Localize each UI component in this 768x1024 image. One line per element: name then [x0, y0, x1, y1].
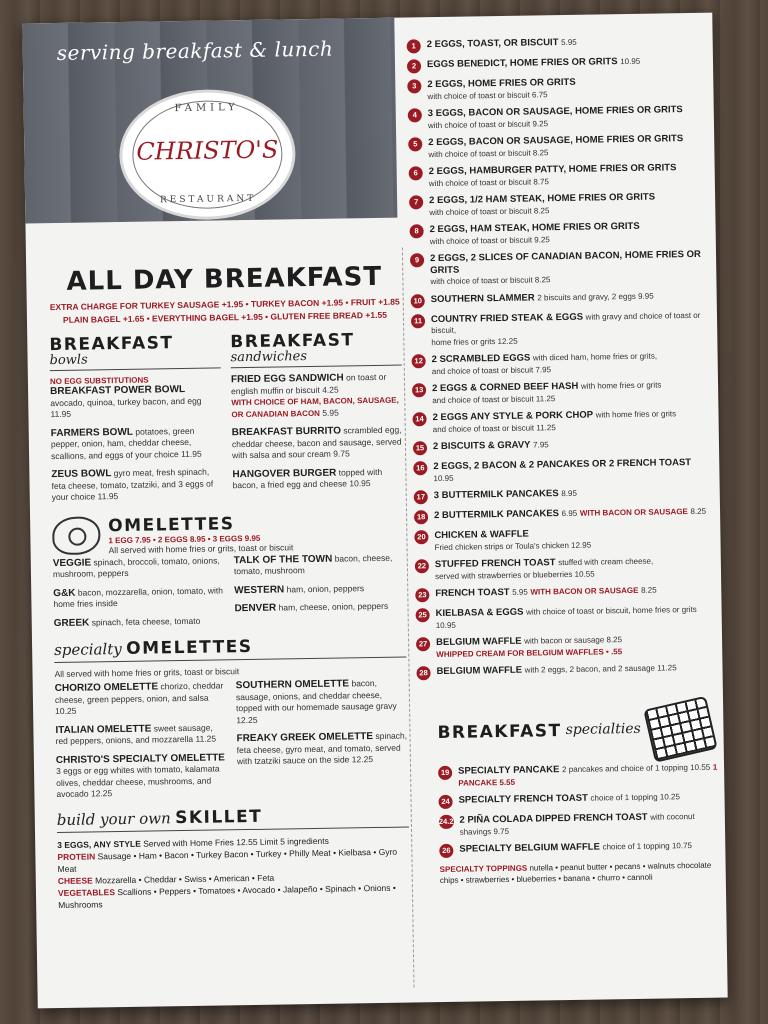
- specialties-header: [437, 702, 718, 760]
- item-desc: and choice of toast or biscuit 11.25: [432, 422, 556, 434]
- right-column: [407, 35, 720, 887]
- numbered-menu-item: [408, 133, 708, 161]
- item-desc: bacon, mozzarella, onion, tomato, with home fries inside: [53, 584, 223, 610]
- numbered-menu-item: [411, 289, 711, 308]
- item-name: SOUTHERN OMELETTE: [235, 678, 350, 692]
- item-name: 2 EGGS ANY STYLE & PORK CHOP: [432, 409, 594, 424]
- omelettes-header: [52, 511, 405, 556]
- item-name: 3 BUTTERMILK PANCAKES: [433, 488, 559, 502]
- item-number-badge: 23: [415, 588, 429, 602]
- numbered-menu-item: [416, 633, 716, 661]
- item-name: 2 EGGS, 1/2 HAM STEAK, HOME FRIES OR GRITS: [429, 191, 656, 207]
- item-number-badge: 14: [412, 412, 426, 426]
- item-name: KIELBASA & EGGS: [435, 606, 524, 620]
- item-upgrade-price: 5.95: [322, 407, 339, 418]
- item-number-badge: 7: [409, 195, 423, 209]
- item-price: 10.25: [55, 705, 77, 717]
- item-name: FREAKY GREEK OMELETTE: [236, 731, 374, 745]
- item-desc: Fried chicken strips or Toula's chicken 12.95: [434, 540, 592, 552]
- numbered-menu-item: [409, 162, 709, 190]
- bowls-heading: BREAKFAST: [49, 333, 174, 356]
- omelettes-left: [53, 555, 225, 636]
- item-number-badge: 4: [408, 108, 422, 122]
- item-desc: spinach, feta cheese, tomato: [91, 615, 201, 627]
- item-name: SPECIALTY FRENCH TOAST: [458, 792, 588, 806]
- item-name: 2 PIÑA COLADA DIPPED FRENCH TOAST: [459, 811, 648, 826]
- item-number-badge: 26: [439, 844, 453, 858]
- item-name: 3 EGGS, BACON OR SAUSAGE, HOME FRIES OR GRITS: [427, 104, 683, 120]
- numbered-menu-item: [416, 662, 716, 681]
- item-upgrade-note: WITH CHOICE OF HAM, BACON, SAUSAGE, OR CANADIAN BACON: [231, 395, 399, 419]
- numbered-menu-item: [415, 584, 715, 603]
- menu-item: [232, 425, 404, 462]
- restaurant-logo: [121, 91, 293, 218]
- item-name: BELGIUM WAFFLE: [435, 635, 522, 649]
- item-number-badge: 17: [414, 490, 428, 504]
- item-price: 10.95: [620, 56, 641, 67]
- cheese-label: CHEESE: [57, 874, 93, 886]
- no-egg-substitutions-note: NO EGG SUBSTITUTIONS: [49, 375, 149, 387]
- item-price: 11.95: [97, 491, 119, 502]
- item-name: EGGS BENEDICT, HOME FRIES OR GRITS: [426, 56, 618, 71]
- item-name: 2 EGGS, 2 BACON & 2 PANCAKES OR 2 FRENCH TOAST: [433, 457, 692, 473]
- menu-item: [231, 372, 403, 421]
- item-upgrade-price: 8.25: [690, 506, 707, 517]
- item-upgrade-price: 8.25: [640, 585, 657, 595]
- specialty-omelettes-section: [54, 635, 409, 808]
- item-name: BREAKFAST POWER BOWL: [50, 383, 186, 398]
- specialties-script: specialties: [565, 720, 641, 739]
- item-upgrade-note: WITH BACON OR SAUSAGE: [530, 585, 639, 597]
- item-desc: ham, cheese, onion, peppers: [278, 600, 389, 613]
- item-desc: with choice of toast or biscuit 8.25: [429, 205, 550, 217]
- item-name: DENVER: [234, 602, 277, 615]
- all-day-breakfast-title: ALL DAY BREAKFAST: [66, 261, 383, 297]
- numbered-menu-item: [414, 486, 714, 505]
- numbered-menu-item: [407, 55, 707, 74]
- menu-item: [51, 425, 223, 462]
- skillet-section: [57, 804, 411, 911]
- item-name: 2 BISCUITS & GRAVY: [432, 439, 531, 453]
- item-upgrade-note: 1 PANCAKE 5.55: [458, 762, 718, 788]
- skillet-vegetables: [58, 881, 410, 911]
- numbered-menu-item: [412, 379, 712, 407]
- numbered-menu-item: [410, 249, 711, 288]
- item-price: 5.95: [512, 587, 528, 597]
- menu-item: [236, 731, 408, 768]
- toppings-list: nutella • peanut butter • pecans • walnuts chocolate chips • strawberries • blueberries • banana • churro • cannoli: [439, 860, 712, 886]
- protein-list: Sausage • Ham • Bacon • Turkey Bacon • Turkey • Philly Meat • Kielbasa • Gyro Meat: [57, 846, 398, 874]
- specialty-menu-item: [439, 840, 719, 858]
- item-price: with diced ham, home fries or grits,: [532, 351, 658, 363]
- item-number-badge: 20: [414, 530, 428, 544]
- numbered-menu-item: [413, 437, 713, 456]
- item-price: 6.95: [561, 508, 578, 519]
- item-name: SPECIALTY BELGIUM WAFFLE: [459, 841, 600, 855]
- item-name: 2 SCRAMBLED EGGS: [431, 352, 531, 366]
- menu-item: [54, 615, 225, 629]
- numbered-menu-item: [412, 350, 712, 378]
- omelettes-list: [53, 552, 406, 636]
- item-price: 11.95: [180, 448, 202, 459]
- item-name: WESTERN: [234, 583, 285, 596]
- menu-item: [56, 752, 228, 801]
- numbered-menu-item: [415, 555, 715, 583]
- waffle-icon: [644, 696, 718, 763]
- specialty-left: [55, 680, 228, 807]
- tagline: serving breakfast & lunch: [56, 36, 334, 65]
- item-price: 10.95: [433, 473, 454, 483]
- item-desc: ham, onion, peppers: [286, 582, 365, 594]
- item-name: COUNTRY FRIED STEAK & EGGS: [430, 311, 584, 325]
- item-desc: sweet sausage, red peppers, onions, and mozzarella: [55, 722, 213, 747]
- item-number-badge: 24.2: [439, 815, 454, 829]
- item-name: G&K: [53, 587, 76, 599]
- item-name: CHORIZO OMELETTE: [54, 681, 159, 695]
- bowls-subheading: bowls: [49, 352, 88, 369]
- item-number-badge: 25: [416, 608, 430, 622]
- protein-label: PROTEIN: [57, 850, 96, 862]
- item-desc: chorizo, cheddar cheese, green peppers, onion, and salsa: [54, 680, 224, 705]
- item-name: ZEUS BOWL: [51, 468, 112, 481]
- specialty-menu-item: [439, 811, 719, 838]
- menu-item: [232, 466, 403, 492]
- item-desc: topped with bacon, a fried egg and cheese: [232, 466, 383, 491]
- item-desc: spinach, broccoli, tomato, onions, mushroom, peppers: [52, 554, 220, 580]
- omelettes-heading: OMELETTES: [108, 513, 235, 536]
- item-price: 4.25: [322, 384, 339, 395]
- bowls-rule: [50, 367, 221, 371]
- logo-bottom-text: RESTAURANT: [159, 193, 257, 206]
- item-number-badge: 9: [410, 253, 424, 267]
- item-price: with home fries or grits: [595, 409, 677, 420]
- specialty-omelettes-heading: OMELETTES: [126, 636, 253, 659]
- specialty-omelettes-list: [55, 678, 409, 808]
- menu-item: [236, 678, 408, 727]
- extra-charge-line-1: EXTRA CHARGE FOR TURKEY SAUSAGE +1.95 • TURKEY BACON +1.95 • FRUIT +1.85: [49, 296, 400, 313]
- item-price: 12.25: [351, 754, 374, 765]
- item-name: 2 EGGS, HAM STEAK, HOME FRIES OR GRITS: [429, 220, 640, 236]
- item-desc: with choice of toast or biscuit 6.75: [427, 89, 548, 101]
- menu-item: [55, 680, 227, 717]
- numbered-menu-item: [412, 408, 712, 436]
- item-price: stuffed with cream cheese,: [558, 556, 654, 568]
- item-number-badge: 18: [414, 510, 428, 524]
- item-number-badge: 27: [416, 637, 430, 651]
- specialties-list: [438, 762, 719, 858]
- numbered-menu-item: [410, 220, 710, 248]
- item-desc: 2 pancakes and choice of 1 topping 10.55: [562, 762, 711, 775]
- item-number-badge: 10: [411, 294, 425, 308]
- item-desc: gyro meat, fresh spinach, feta cheese, tomato, tzatziki, and 3 eggs of your choice: [51, 466, 214, 503]
- item-name: BELGIUM WAFFLE: [436, 664, 523, 678]
- menu-item: [50, 383, 222, 420]
- item-desc: choice of 1 topping 10.75: [602, 841, 692, 852]
- skillet-base-desc: Served with Home Fries 12.55 Limit 5 ingredients: [143, 835, 329, 849]
- item-number-badge: 28: [416, 666, 430, 680]
- specialty-script: specialty: [54, 639, 122, 660]
- item-desc: on toast or english muffin or biscuit: [231, 371, 387, 396]
- numbered-menu-item: [409, 191, 709, 219]
- numbered-menu-item: [414, 526, 714, 554]
- specialty-menu-item: [438, 762, 718, 789]
- item-number-badge: 13: [412, 383, 426, 397]
- item-name: FRIED EGG SANDWICH: [230, 372, 344, 386]
- item-desc: served with strawberries or blueberries 10.55: [434, 569, 595, 581]
- menu-item: [234, 582, 405, 596]
- item-number-badge: 19: [438, 766, 452, 780]
- item-desc: with choice of toast or biscuit 9.25: [429, 234, 550, 246]
- logo-name: CHRISTO'S: [136, 135, 279, 166]
- cheese-list: Mozzarella • Cheddar • Swiss • American • Feta: [95, 872, 275, 885]
- header-banner: [22, 18, 397, 224]
- menu-item: [55, 722, 226, 748]
- numbered-menu-item: [416, 604, 716, 632]
- item-desc: scrambled egg, cheddar cheese, bacon and sausage, served with salsa and sour cream: [231, 424, 402, 461]
- item-name: FARMERS BOWL: [50, 426, 134, 439]
- item-number-badge: 8: [410, 224, 424, 238]
- item-name: SOUTHERN SLAMMER: [430, 291, 535, 305]
- numbered-menu-item: [414, 506, 714, 525]
- item-price: 12.25: [236, 714, 258, 725]
- numbered-menu-item: [407, 75, 707, 103]
- item-upgrade-note: WITH BACON OR SAUSAGE: [579, 507, 688, 518]
- item-price: with choice of toast or biscuit, home fries or grits 10.95: [435, 604, 697, 630]
- sandwiches-subheading: sandwiches: [230, 349, 308, 366]
- item-number-badge: 15: [413, 441, 427, 455]
- menu-item: [234, 552, 405, 578]
- item-number-badge: 1: [407, 39, 421, 53]
- item-desc: 3 eggs or egg whites with tomato, kalamata olives, cheddar cheese, mushrooms, and avocado: [55, 763, 220, 800]
- specialties-heading: BREAKFAST: [437, 721, 562, 744]
- item-desc: spinach, feta cheese, gyro meat, and tomato, served with tzatziki sauce on the side: [236, 730, 408, 767]
- item-desc: avocado, quinoa, turkey bacon, and egg: [50, 395, 202, 408]
- item-name: CHICKEN & WAFFLE: [434, 528, 529, 542]
- left-column: [48, 254, 410, 911]
- item-desc: choice of 1 topping 10.25: [590, 792, 680, 803]
- item-name: HANGOVER BURGER: [232, 467, 337, 480]
- numbered-menu-item: [411, 309, 712, 348]
- item-number-badge: 6: [409, 166, 423, 180]
- item-number-badge: 2: [407, 59, 421, 73]
- omelettes-right: [234, 552, 406, 633]
- menu-item: [51, 466, 223, 503]
- item-desc: and choice of toast or biscuit 11.25: [432, 393, 556, 405]
- item-price: with bacon or sausage 8.25: [524, 635, 623, 646]
- item-name: CHRISTO'S SPECIALTY OMELETTE: [55, 751, 226, 766]
- item-desc: home fries or grits 12.25: [431, 336, 518, 347]
- menu-item: [234, 601, 405, 615]
- skillet-heading: SKILLET: [174, 806, 263, 828]
- logo-top-text: FAMILY: [174, 102, 239, 115]
- item-price: 10.95: [349, 478, 371, 489]
- item-desc: with choice of toast or biscuit 8.25: [430, 275, 551, 287]
- item-name: BREAKFAST BURRITO: [231, 425, 342, 439]
- sandwiches-rule: [231, 365, 402, 369]
- numbered-menu-item: [407, 35, 707, 54]
- item-name: 2 BUTTERMILK PANCAKES: [434, 508, 560, 522]
- toppings-label: SPECIALTY TOPPINGS: [439, 863, 528, 875]
- item-price: 7.95: [533, 440, 549, 450]
- numbered-breakfast-list: [407, 35, 717, 681]
- specialty-toppings: [440, 860, 720, 886]
- item-extra-note: WHIPPED CREAM FOR BELGIUM WAFFLES • .55: [436, 646, 623, 659]
- item-name: SPECIALTY PANCAKE: [458, 764, 560, 777]
- fried-egg-icon: [52, 516, 101, 555]
- extra-charge-line-2: PLAIN BAGEL +1.65 • EVERYTHING BAGEL +1.95 • GLUTEN FREE BREAD +1.55: [62, 309, 387, 325]
- specialty-served-note: All served with home fries or grits, toast or biscuit: [54, 666, 240, 680]
- item-name: 2 EGGS, TOAST, OR BISCUIT: [426, 37, 559, 51]
- item-price: 8.95: [561, 488, 577, 499]
- item-name: TALK OF THE TOWN: [233, 553, 333, 566]
- item-name: 2 EGGS, HOME FRIES OR GRITS: [427, 76, 576, 91]
- item-name: ITALIAN OMELETTE: [55, 723, 152, 736]
- specialty-menu-item: [438, 791, 718, 809]
- sandwiches-section: [230, 330, 404, 508]
- skillet-base-name: 3 EGGS, ANY STYLE: [57, 838, 141, 850]
- item-price: 5.95: [561, 37, 577, 48]
- bowls-section: [49, 332, 223, 510]
- item-number-badge: 3: [407, 79, 421, 93]
- item-price: 11.95: [50, 408, 72, 420]
- item-number-badge: 16: [413, 461, 427, 475]
- bowls-sandwiches-row: [49, 330, 404, 511]
- menu-item: [53, 585, 224, 611]
- item-name: 2 EGGS, HAMBURGER PATTY, HOME FRIES OR GRITS: [428, 162, 677, 178]
- item-desc: and choice of toast or biscuit 7.95: [431, 364, 552, 376]
- item-desc: bacon, cheese, tomato, mushroom: [233, 552, 393, 577]
- item-price: with home fries or grits: [580, 380, 662, 391]
- item-name: 2 EGGS, BACON OR SAUSAGE, HOME FRIES OR GRITS: [428, 133, 684, 149]
- item-desc: bacon, sausage, onions, and cheddar cheese, topped with our homemade sausage gravy: [235, 677, 397, 714]
- numbered-menu-item: [408, 104, 708, 132]
- numbered-menu-item: [413, 457, 713, 485]
- item-desc: with coconut shavings 9.75: [459, 812, 695, 837]
- item-price: 2 biscuits and gravy, 2 eggs 9.95: [537, 291, 654, 302]
- specialty-right: [236, 678, 409, 805]
- item-desc: with choice of toast or biscuit 8.25: [428, 147, 549, 159]
- item-price: 12.25: [90, 788, 113, 799]
- egg-prices: 1 EGG 7.95 • 2 EGGS 8.95 • 3 EGGS 9.95: [108, 533, 261, 545]
- vegetables-label: VEGETABLES: [57, 886, 116, 898]
- item-number-badge: 11: [411, 314, 425, 328]
- item-desc: with choice of toast or biscuit 8.75: [428, 176, 549, 188]
- menu-page: [22, 13, 727, 1009]
- item-name: VEGGIE: [52, 556, 92, 569]
- item-number-badge: 22: [415, 559, 429, 573]
- item-name: STUFFED FRENCH TOAST: [434, 557, 556, 571]
- item-name: 2 EGGS, 2 SLICES OF CANADIAN BACON, HOME FRIES OR GRITS: [429, 248, 701, 276]
- item-price: with gravy and choice of toast or biscuit,: [431, 310, 701, 336]
- item-price: with 2 eggs, 2 bacon, and 2 sausage 11.25: [524, 663, 677, 675]
- item-price: 9.75: [333, 448, 350, 459]
- menu-item: [53, 555, 224, 581]
- sandwiches-heading: BREAKFAST: [230, 330, 355, 353]
- omelettes-served-note: All served with home fries or grits, toast or biscuit: [108, 541, 294, 555]
- item-number-badge: 24: [438, 795, 452, 809]
- item-name: 2 EGGS & CORNED BEEF HASH: [432, 380, 579, 395]
- item-number-badge: 5: [408, 137, 422, 151]
- vegetables-list: Scallions • Peppers • Tomatoes • Avocado • Jalapeño • Spinach • Onions • Mushrooms: [58, 882, 396, 910]
- item-name: FRENCH TOAST: [435, 586, 510, 600]
- skillet-script: build your own: [56, 808, 171, 829]
- item-desc: with choice of toast or biscuit 9.25: [427, 118, 549, 130]
- item-name: GREEK: [53, 617, 90, 629]
- item-price: 11.25: [195, 733, 217, 744]
- item-number-badge: 12: [412, 354, 426, 368]
- item-desc: potatoes, green pepper, onion, ham, cheddar cheese, scallions, and eggs of your choice: [50, 425, 195, 461]
